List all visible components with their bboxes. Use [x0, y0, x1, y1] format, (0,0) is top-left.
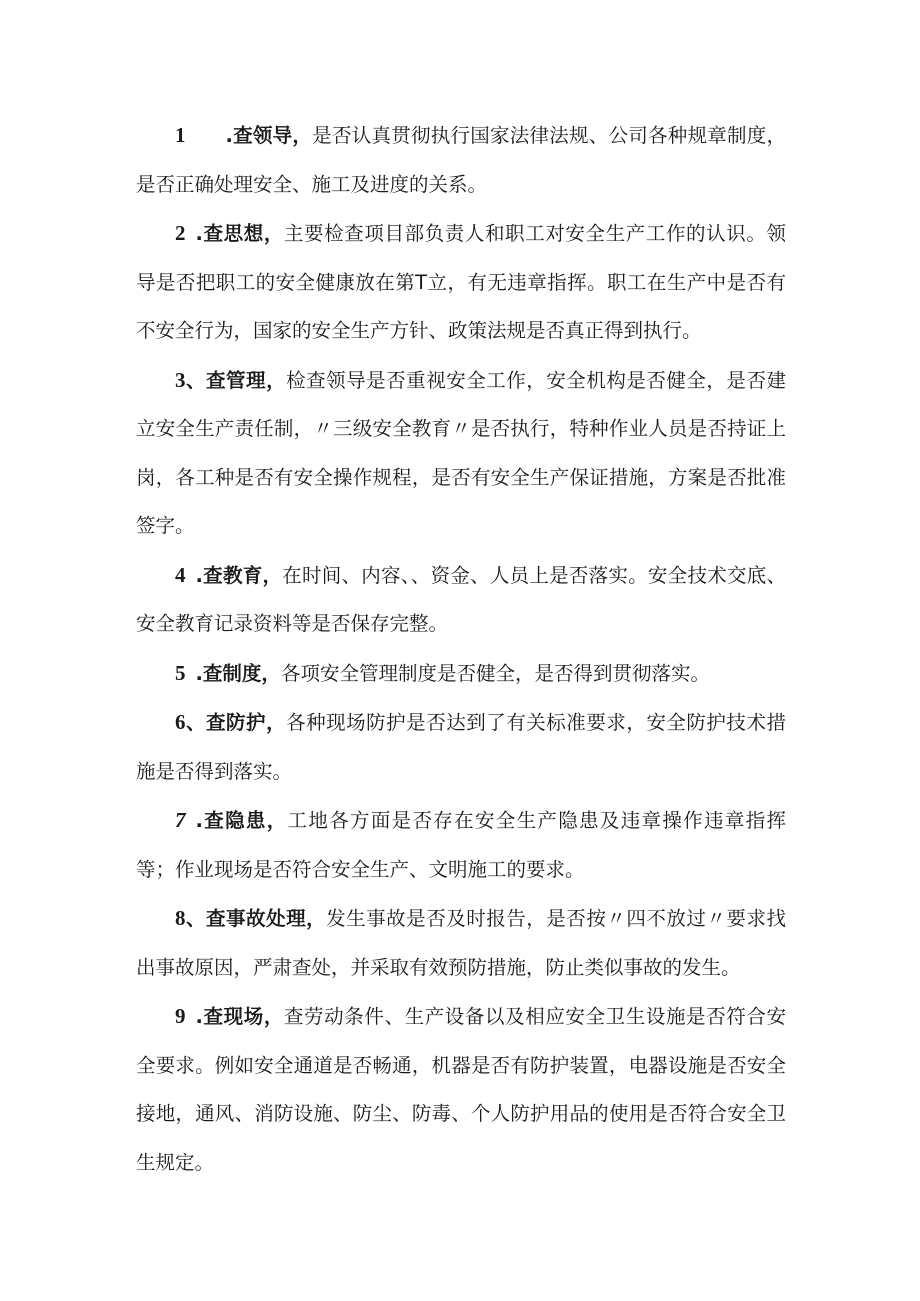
item-3	[136, 356, 786, 551]
item-text: 发生事故是否及时报告，是否按〃四不放过〃要求找出事故原因，严肃查处，并采取有效预防措施，防止类似事故的发生。	[136, 907, 786, 979]
item-5	[136, 649, 786, 699]
item-keyword: 查领导，	[232, 124, 313, 147]
item-separator: .	[195, 222, 203, 245]
item-8	[136, 894, 786, 992]
item-number: 4	[175, 562, 186, 587]
item-separator: .	[195, 1005, 203, 1028]
item-text: 工地各方面是否存在安全生产隐患及违章操作违章指挥等；作业现场是否符合安全生产、文明施工的要求。	[136, 809, 786, 881]
item-separator: .	[195, 563, 203, 587]
item-keyword: 查教育，	[202, 563, 283, 587]
item-number: 7	[175, 808, 186, 832]
item-keyword: 查事故处理，	[206, 907, 327, 930]
item-keyword: 查隐患，	[202, 809, 288, 832]
item-text: 在时间、内容、、资金、人员上是否落实。安全技术交底、安全教育记录资料等是否保存完整。	[136, 563, 786, 635]
item-text: 检查领导是否重视安全工作，安全机构是否健全，是否建立安全生产责任制，〃三级安全教育〃是否执行，特种作业人员是否持证上岗，各工种是否有安全操作规程，是否有安全生产保证措施，方案是否批准签字。	[136, 368, 786, 537]
item-separator: 、	[185, 907, 207, 930]
item-separator: .	[195, 809, 203, 832]
item-4	[136, 551, 786, 649]
item-keyword: 查防护，	[206, 711, 287, 734]
item-number: 6	[175, 710, 186, 734]
item-keyword: 查现场，	[202, 1005, 284, 1028]
document-body	[136, 111, 786, 1187]
item-number: 5	[175, 660, 186, 685]
item-separator: 、	[185, 368, 207, 392]
item-text: 是否认真贯彻执行国家法律法规、公司各种规章制度，是否正确处理安全、施工及进度的关系。	[136, 124, 786, 196]
item-keyword: 查管理，	[206, 368, 287, 392]
item-text: 查劳动条件、生产设备以及相应安全卫生设施是否符合安全要求。例如安全通道是否畅通，机器是否有防护装置，电器设施是否安全接地，通风、消防设施、防尘、防毒、个人防护用品的使用是否符合安全卫生规定。	[136, 1005, 786, 1174]
item-separator: .	[195, 661, 203, 685]
item-1	[136, 111, 786, 209]
item-number: 8	[175, 906, 186, 930]
item-7	[136, 796, 786, 894]
item-number: 1	[175, 123, 186, 147]
item-number: 9	[175, 1004, 186, 1028]
item-number: 2	[175, 221, 186, 245]
item-separator: .	[225, 124, 233, 147]
item-2	[136, 209, 786, 356]
item-number: 3	[175, 367, 186, 392]
item-keyword: 查制度，	[202, 661, 281, 685]
item-text: 主要检查项目部负责人和职工对安全生产工作的认识。领导是否把职工的安全健康放在第T立，有无违章指挥。职工在生产中是否有不安全行为，国家的安全生产方针、政策法规是否真正得到执行。	[136, 222, 786, 342]
item-6	[136, 698, 786, 796]
item-9	[136, 992, 786, 1187]
item-keyword: 查思想，	[202, 222, 284, 245]
item-text: 各项安全管理制度是否健全，是否得到贯彻落实。	[280, 661, 710, 685]
item-separator: 、	[185, 711, 207, 734]
item-text: 各种现场防护是否达到了有关标准要求，安全防护技术措施是否得到落实。	[136, 711, 786, 783]
